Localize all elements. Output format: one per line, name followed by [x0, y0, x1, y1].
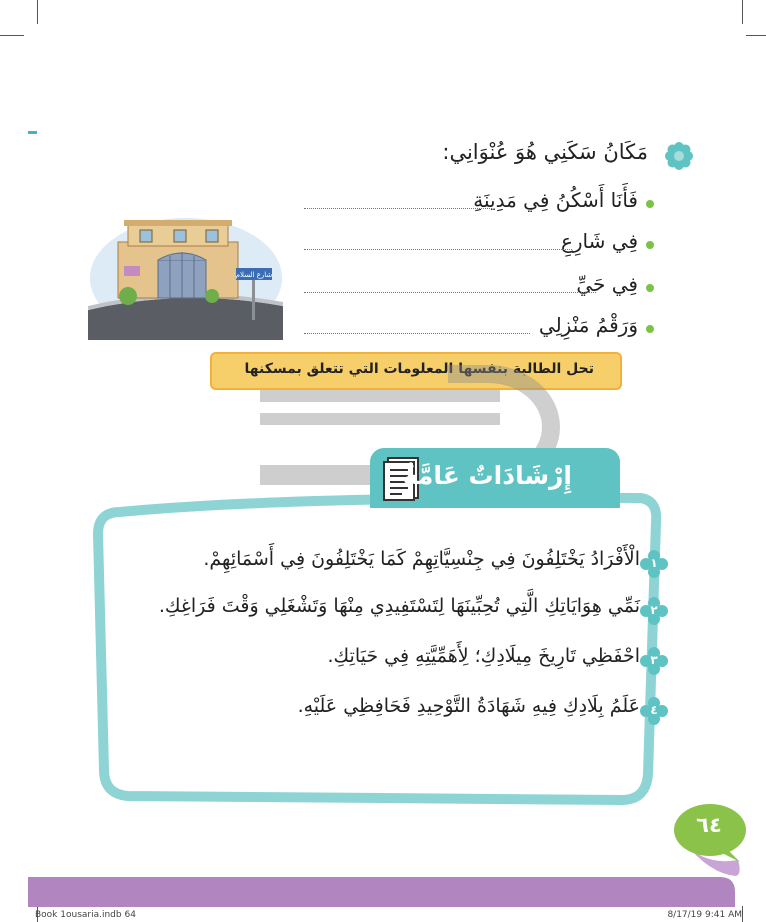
guidance-number: ٤	[650, 703, 658, 717]
slug-file: Book 1ousaria.indb 64	[35, 910, 136, 920]
bullet-icon	[646, 241, 654, 249]
question-title: مَكَانُ سَكَنِي هُوَ عُنْوَانِي:	[442, 140, 648, 164]
guidance-text: نَمِّي هِوَايَاتِكِ الَّتِي تُحِبِّينَهَا لِتَسْتَفِيدِي مِنْهَا وَتَشْغَلِي وَقْتَ فَرَاغِكِ.	[158, 595, 640, 617]
answer-line[interactable]	[304, 249, 572, 250]
guidance-panel	[92, 478, 662, 810]
guidance-number: ١	[650, 556, 658, 570]
street-sign-text: شارع السلام	[235, 271, 273, 279]
address-row-city	[304, 188, 654, 218]
house-illustration	[88, 210, 283, 340]
answer-note-text: تحل الطالبة بنفسها المعلومات التي تتعلق بمسكنها	[244, 361, 594, 377]
guidance-number: ٣	[650, 653, 658, 667]
crop-mark	[746, 35, 766, 36]
crop-mark	[37, 0, 38, 24]
address-row-label: وَرَقْمُ مَنْزِلِي	[538, 313, 638, 337]
bullet-icon	[646, 200, 654, 208]
answer-line[interactable]	[304, 292, 596, 293]
address-row-district	[304, 272, 654, 302]
footer-bar	[0, 877, 766, 907]
address-row-street	[304, 229, 654, 259]
guidance-text: احْفَظِي تَارِيخَ مِيلَادِكِ؛ لِأَهَمِّيَّتِهِ فِي حَيَاتِكِ.	[327, 645, 640, 667]
guidance-text: عَلَمُ بِلَادِكِ فِيهِ شَهَادَةُ التَّوْحِيدِ فَحَافِظِي عَلَيْهِ.	[297, 695, 640, 717]
answer-line[interactable]	[304, 208, 492, 209]
slug-datetime: 8/17/19 9:41 AM	[667, 910, 742, 920]
guidance-item	[148, 695, 668, 729]
address-row-label: فِي حَيِّ	[576, 272, 638, 296]
crop-mark	[0, 35, 24, 36]
guidance-item	[148, 595, 668, 629]
guidance-text: الْأَفْرَادُ يَخْتَلِفُونَ فِي جِنْسِيَّاتِهِمْ كَمَا يَخْتَلِفُونَ فِي أَسْمَائِهِمْ.	[203, 548, 640, 570]
bullet-icon	[646, 325, 654, 333]
guidance-number: ٢	[650, 603, 658, 617]
margin-dash	[28, 131, 37, 134]
bullet-icon	[646, 284, 654, 292]
answer-line[interactable]	[304, 333, 530, 334]
page-number-badge	[670, 800, 750, 878]
address-row-house-number	[304, 313, 654, 343]
guidance-item	[148, 548, 668, 582]
address-row-label: فِي شَارِعِ	[560, 229, 638, 253]
crop-mark	[742, 0, 743, 24]
guidance-title: إِرْشَادَاتٌ عَامَّةٌ	[402, 461, 572, 490]
address-row-label: فَأَنَا أَسْكُنُ فِي مَدِينَةِ	[473, 188, 638, 212]
print-slug	[0, 907, 766, 922]
guidance-tab	[370, 448, 620, 508]
flower-bullet-icon	[665, 142, 693, 170]
page-number: ٦٤	[696, 813, 722, 837]
guidance-item	[148, 645, 668, 679]
